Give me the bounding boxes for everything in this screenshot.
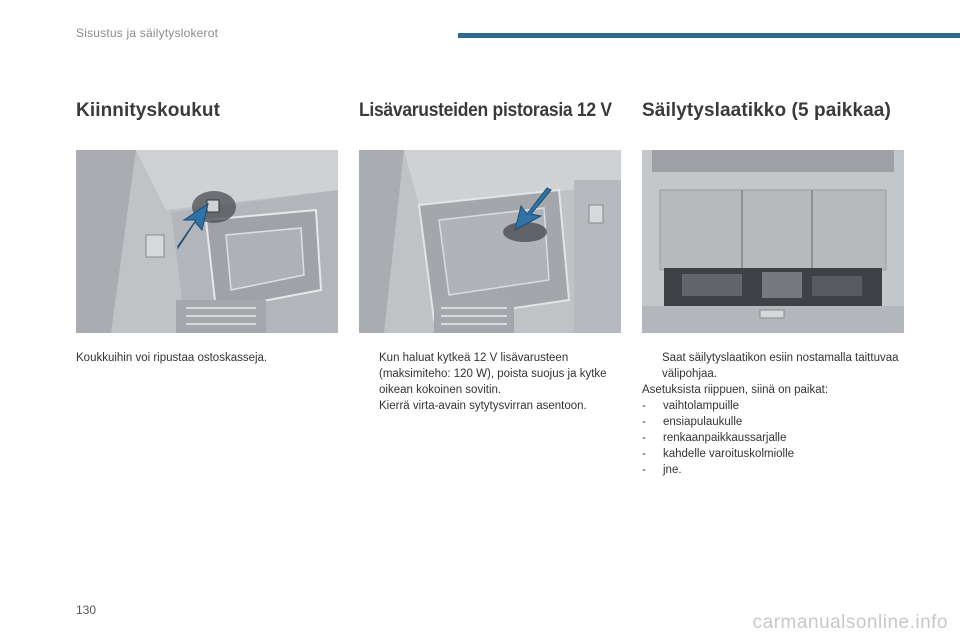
chapter-accent-bar xyxy=(458,33,960,38)
page-number: 130 xyxy=(76,603,97,617)
socket-instructions xyxy=(359,350,621,414)
list-item: Kun haluat kytkeä 12 V lisävarusteen (maksimiteho: 120 W), poista suojus ja kytke oikean kokoinen sovitin. xyxy=(359,350,621,398)
checkbox-bullet-icon xyxy=(359,398,379,414)
storage-box-description xyxy=(642,350,904,478)
list-item: - vaihtolampuille xyxy=(642,400,740,412)
section-hooks xyxy=(76,100,338,364)
list-item: Saat säilytyslaatikon esiin nostamalla taittuvaa välipohjaa. xyxy=(642,350,904,382)
section-socket xyxy=(359,100,621,412)
checkbox-bullet-icon xyxy=(359,350,379,398)
checkbox-bullet-icon xyxy=(642,350,662,382)
hooks-photo xyxy=(76,150,338,333)
socket-photo xyxy=(359,150,621,333)
section-title-hooks: Kiinnityskoukut xyxy=(76,100,221,121)
watermark: carmanualsonline.info xyxy=(752,612,948,633)
list-item: - ensiapulaukulle xyxy=(642,416,743,428)
section-title-socket: Lisävarusteiden pistorasia 12 V xyxy=(359,100,612,121)
list-item: - renkaanpaikkaussarjalle xyxy=(642,432,787,444)
storage-box-photo xyxy=(642,150,904,333)
chapter-title: Sisustus ja säilytyslokerot xyxy=(76,26,219,40)
list-item: - kahdelle varoituskolmiolle xyxy=(642,448,795,460)
section-title-storage-box: Säilytyslaatikko (5 paikkaa) xyxy=(642,100,891,121)
list-item: - jne. xyxy=(642,464,682,476)
storage-box-intro: Asetuksista riippuen, siinä on paikat: xyxy=(642,384,829,396)
section-storage-box xyxy=(642,100,904,476)
list-item: Kierrä virta-avain sytytysvirran asentoon. xyxy=(359,398,621,414)
hooks-description: Koukkuihin voi ripustaa ostoskasseja. xyxy=(76,352,268,364)
